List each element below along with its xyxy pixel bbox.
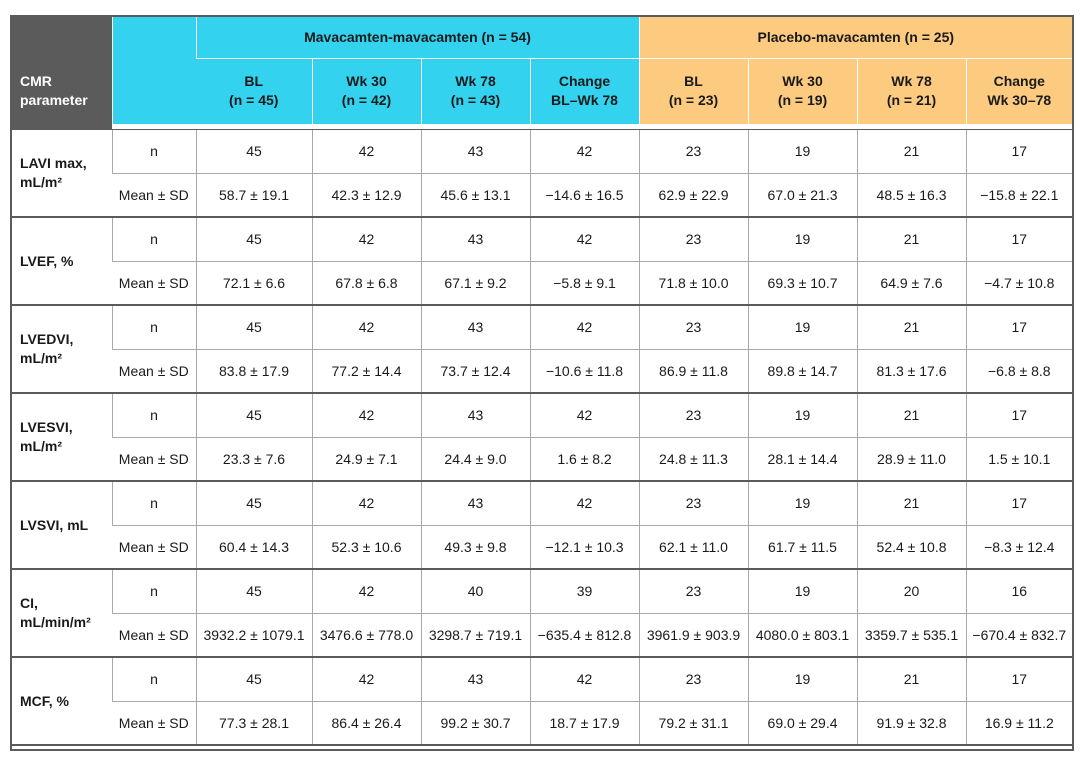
n-cell: 42 [530, 129, 639, 173]
mean-sd-cell: 60.4 ± 14.3 [196, 525, 312, 569]
group-b-header: Placebo-mavacamten (n = 25) [639, 17, 1072, 58]
cmr-parameter-table-frame [10, 15, 1074, 751]
n-cell: 42 [312, 305, 421, 349]
row-label-n: n [112, 569, 196, 613]
n-cell: 43 [421, 657, 530, 701]
col-header-a: BL (n = 45) [196, 58, 312, 124]
n-cell: 40 [421, 569, 530, 613]
n-cell: 21 [857, 657, 966, 701]
n-cell: 19 [748, 569, 857, 613]
n-cell: 42 [312, 129, 421, 173]
row-label-n: n [112, 217, 196, 261]
n-cell: 45 [196, 393, 312, 437]
mean-sd-cell: 24.8 ± 11.3 [639, 437, 748, 481]
mean-sd-cell: 67.0 ± 21.3 [748, 173, 857, 217]
mean-sd-cell: 67.8 ± 6.8 [312, 261, 421, 305]
row-label-mean-sd: Mean ± SD [112, 173, 196, 217]
parameter-name: MCF, % [12, 657, 112, 745]
table-row-n [12, 305, 1072, 349]
n-cell: 42 [312, 657, 421, 701]
mean-sd-cell: 73.7 ± 12.4 [421, 349, 530, 393]
n-cell: 42 [530, 481, 639, 525]
mean-sd-cell: −4.7 ± 10.8 [966, 261, 1072, 305]
table-row-mean-sd [12, 437, 1072, 481]
mean-sd-cell: 69.0 ± 29.4 [748, 701, 857, 745]
n-cell: 17 [966, 481, 1072, 525]
n-cell: 42 [530, 657, 639, 701]
row-label-n: n [112, 481, 196, 525]
mean-sd-cell: 69.3 ± 10.7 [748, 261, 857, 305]
mean-sd-cell: 3359.7 ± 535.1 [857, 613, 966, 657]
parameter-group [12, 129, 1072, 217]
parameter-group [12, 481, 1072, 569]
n-cell: 21 [857, 393, 966, 437]
cmr-parameter-table [12, 17, 1072, 746]
mean-sd-cell: 24.9 ± 7.1 [312, 437, 421, 481]
n-cell: 43 [421, 481, 530, 525]
table-row-mean-sd [12, 613, 1072, 657]
n-cell: 17 [966, 393, 1072, 437]
col-header-a: Wk 78 (n = 43) [421, 58, 530, 124]
n-cell: 45 [196, 305, 312, 349]
parameter-group [12, 305, 1072, 393]
mean-sd-cell: 91.9 ± 32.8 [857, 701, 966, 745]
n-cell: 21 [857, 305, 966, 349]
parameter-name: LVSVI, mL [12, 481, 112, 569]
n-cell: 42 [530, 393, 639, 437]
mean-sd-cell: 86.9 ± 11.8 [639, 349, 748, 393]
mean-sd-cell: 81.3 ± 17.6 [857, 349, 966, 393]
mean-sd-cell: 62.9 ± 22.9 [639, 173, 748, 217]
table-row-n [12, 569, 1072, 613]
mean-sd-cell: 72.1 ± 6.6 [196, 261, 312, 305]
mean-sd-cell: 48.5 ± 16.3 [857, 173, 966, 217]
table-row-n [12, 217, 1072, 261]
mean-sd-cell: 83.8 ± 17.9 [196, 349, 312, 393]
n-cell: 23 [639, 129, 748, 173]
n-cell: 23 [639, 305, 748, 349]
mean-sd-cell: 52.3 ± 10.6 [312, 525, 421, 569]
n-cell: 43 [421, 129, 530, 173]
n-cell: 23 [639, 481, 748, 525]
mean-sd-cell: 77.3 ± 28.1 [196, 701, 312, 745]
parameter-name: CI, mL/min/m² [12, 569, 112, 657]
n-cell: 23 [639, 657, 748, 701]
mean-sd-cell: 52.4 ± 10.8 [857, 525, 966, 569]
row-label-mean-sd: Mean ± SD [112, 525, 196, 569]
mean-sd-cell: 64.9 ± 7.6 [857, 261, 966, 305]
mean-sd-cell: 3476.6 ± 778.0 [312, 613, 421, 657]
table-row-mean-sd [12, 173, 1072, 217]
mean-sd-cell: 42.3 ± 12.9 [312, 173, 421, 217]
n-cell: 45 [196, 657, 312, 701]
mean-sd-cell: 71.8 ± 10.0 [639, 261, 748, 305]
n-cell: 17 [966, 305, 1072, 349]
n-cell: 19 [748, 393, 857, 437]
row-label-n: n [112, 305, 196, 349]
mean-sd-cell: −15.8 ± 22.1 [966, 173, 1072, 217]
mean-sd-cell: −12.1 ± 10.3 [530, 525, 639, 569]
parameter-name: LVEDVI, mL/m² [12, 305, 112, 393]
table-row-mean-sd [12, 701, 1072, 745]
row-label-n: n [112, 129, 196, 173]
n-cell: 43 [421, 217, 530, 261]
n-cell: 43 [421, 305, 530, 349]
row-label-mean-sd: Mean ± SD [112, 261, 196, 305]
parameter-group [12, 569, 1072, 657]
mean-sd-cell: 61.7 ± 11.5 [748, 525, 857, 569]
table-row-n [12, 481, 1072, 525]
n-cell: 45 [196, 569, 312, 613]
param-column-label: CMR parameter [20, 73, 88, 108]
mean-sd-cell: 24.4 ± 9.0 [421, 437, 530, 481]
table-row-mean-sd [12, 525, 1072, 569]
mean-sd-cell: 67.1 ± 9.2 [421, 261, 530, 305]
mean-sd-cell: 62.1 ± 11.0 [639, 525, 748, 569]
n-cell: 45 [196, 481, 312, 525]
col-header-b: Wk 78 (n = 21) [857, 58, 966, 124]
n-cell: 42 [312, 217, 421, 261]
parameter-group [12, 393, 1072, 481]
mean-sd-cell: 28.1 ± 14.4 [748, 437, 857, 481]
col-header-b: Change Wk 30–78 [966, 58, 1072, 124]
n-cell: 23 [639, 569, 748, 613]
n-cell: 20 [857, 569, 966, 613]
parameter-group [12, 217, 1072, 305]
param-column-header [12, 17, 112, 124]
n-cell: 23 [639, 393, 748, 437]
row-label-n: n [112, 393, 196, 437]
col-header-b: Wk 30 (n = 19) [748, 58, 857, 124]
n-cell: 21 [857, 481, 966, 525]
mean-sd-cell: −8.3 ± 12.4 [966, 525, 1072, 569]
n-cell: 21 [857, 129, 966, 173]
stat-label-column-header [112, 17, 196, 124]
mean-sd-cell: −5.8 ± 9.1 [530, 261, 639, 305]
mean-sd-cell: 4080.0 ± 803.1 [748, 613, 857, 657]
mean-sd-cell: 77.2 ± 14.4 [312, 349, 421, 393]
row-label-mean-sd: Mean ± SD [112, 349, 196, 393]
parameter-group [12, 657, 1072, 745]
n-cell: 19 [748, 481, 857, 525]
n-cell: 42 [530, 217, 639, 261]
mean-sd-cell: −670.4 ± 832.7 [966, 613, 1072, 657]
n-cell: 19 [748, 217, 857, 261]
parameter-name: LVESVI, mL/m² [12, 393, 112, 481]
row-label-n: n [112, 657, 196, 701]
mean-sd-cell: 3961.9 ± 903.9 [639, 613, 748, 657]
n-cell: 17 [966, 217, 1072, 261]
table-row-mean-sd [12, 349, 1072, 393]
mean-sd-cell: −635.4 ± 812.8 [530, 613, 639, 657]
table-row-n [12, 657, 1072, 701]
mean-sd-cell: 16.9 ± 11.2 [966, 701, 1072, 745]
n-cell: 42 [312, 481, 421, 525]
n-cell: 21 [857, 217, 966, 261]
mean-sd-cell: 3932.2 ± 1079.1 [196, 613, 312, 657]
col-header-a: Wk 30 (n = 42) [312, 58, 421, 124]
col-header-b: BL (n = 23) [639, 58, 748, 124]
n-cell: 23 [639, 217, 748, 261]
mean-sd-cell: 3298.7 ± 719.1 [421, 613, 530, 657]
mean-sd-cell: 18.7 ± 17.9 [530, 701, 639, 745]
mean-sd-cell: 1.6 ± 8.2 [530, 437, 639, 481]
mean-sd-cell: 79.2 ± 31.1 [639, 701, 748, 745]
n-cell: 45 [196, 129, 312, 173]
mean-sd-cell: 89.8 ± 14.7 [748, 349, 857, 393]
mean-sd-cell: 49.3 ± 9.8 [421, 525, 530, 569]
parameter-name: LAVI max, mL/m² [12, 129, 112, 217]
n-cell: 17 [966, 657, 1072, 701]
col-header-a: Change BL–Wk 78 [530, 58, 639, 124]
mean-sd-cell: 99.2 ± 30.7 [421, 701, 530, 745]
n-cell: 19 [748, 657, 857, 701]
n-cell: 19 [748, 129, 857, 173]
mean-sd-cell: 58.7 ± 19.1 [196, 173, 312, 217]
n-cell: 39 [530, 569, 639, 613]
mean-sd-cell: 23.3 ± 7.6 [196, 437, 312, 481]
table-row-n [12, 393, 1072, 437]
table-row-mean-sd [12, 261, 1072, 305]
row-label-mean-sd: Mean ± SD [112, 701, 196, 745]
group-a-header: Mavacamten-mavacamten (n = 54) [196, 17, 639, 58]
n-cell: 42 [312, 569, 421, 613]
row-label-mean-sd: Mean ± SD [112, 437, 196, 481]
mean-sd-cell: 28.9 ± 11.0 [857, 437, 966, 481]
table-row-n [12, 129, 1072, 173]
n-cell: 19 [748, 305, 857, 349]
parameter-name: LVEF, % [12, 217, 112, 305]
mean-sd-cell: −10.6 ± 11.8 [530, 349, 639, 393]
n-cell: 17 [966, 129, 1072, 173]
mean-sd-cell: 45.6 ± 13.1 [421, 173, 530, 217]
n-cell: 42 [312, 393, 421, 437]
mean-sd-cell: 1.5 ± 10.1 [966, 437, 1072, 481]
mean-sd-cell: −14.6 ± 16.5 [530, 173, 639, 217]
n-cell: 43 [421, 393, 530, 437]
n-cell: 16 [966, 569, 1072, 613]
mean-sd-cell: 86.4 ± 26.4 [312, 701, 421, 745]
table-header [12, 17, 1072, 124]
n-cell: 45 [196, 217, 312, 261]
row-label-mean-sd: Mean ± SD [112, 613, 196, 657]
n-cell: 42 [530, 305, 639, 349]
mean-sd-cell: −6.8 ± 8.8 [966, 349, 1072, 393]
